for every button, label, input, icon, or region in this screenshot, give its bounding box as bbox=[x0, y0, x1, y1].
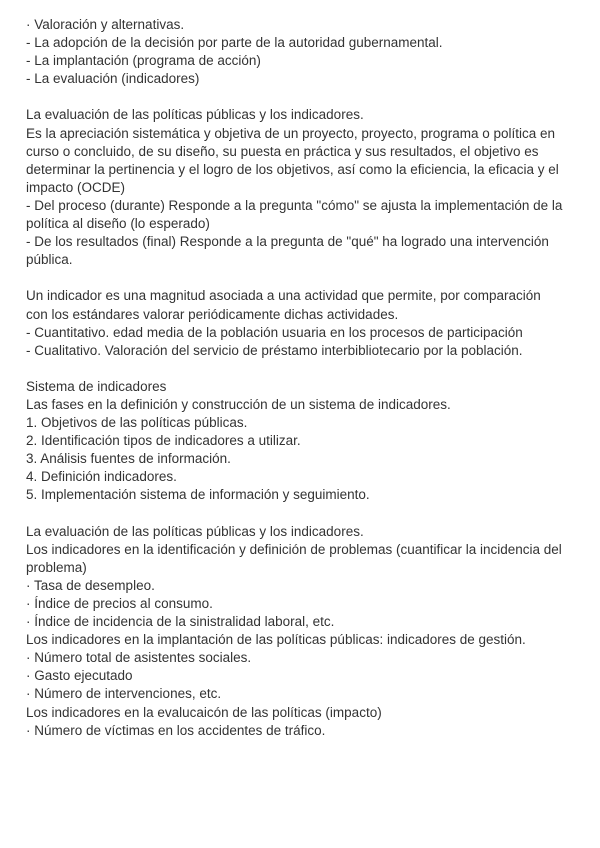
indicator-qualitative: - Cualitativo. Valoración del servicio de préstamo interbibliotecario por la población. bbox=[26, 342, 523, 358]
list-item: · Tasa de desempleo. bbox=[26, 577, 155, 593]
section-heading-sistema: Sistema de indicadores bbox=[26, 378, 167, 394]
evaluation-process: - Del proceso (durante) Responde a la pregunta "cómo" se ajusta la implementación de la política al diseño (lo esperado) bbox=[26, 197, 563, 232]
sistema-step: 2. Identificación tipos de indicadores a utilizar. bbox=[26, 433, 301, 449]
list-item: · Índice de incidencia de la sinistralidad laboral, etc. bbox=[26, 614, 335, 630]
phase-evaluacion: - La evaluación (indicadores) bbox=[26, 71, 200, 87]
implementation-intro: Los indicadores en la implantación de las políticas públicas: indicadores de gestión. bbox=[26, 632, 526, 648]
list-item: · Índice de precios al consumo. bbox=[26, 596, 213, 611]
list-item: · Número de víctimas en los accidentes de tráfico. bbox=[26, 722, 326, 738]
list-item: · Gasto ejecutado bbox=[26, 668, 133, 684]
phase-adopcion: - La adopción de la decisión por parte de la autoridad gubernamental. bbox=[26, 35, 443, 51]
indicator-definition: Un indicador es una magnitud asociada a una actividad que permite, por comparación con los estándares valorar periódicamente dichas actividades. bbox=[26, 288, 541, 322]
sistema-step: 1. Objetivos de las políticas públicas. bbox=[26, 415, 248, 431]
section-heading-evaluacion-2: La evaluación de las políticas públicas y los indicadores. bbox=[26, 523, 364, 539]
document-page bbox=[26, 16, 566, 740]
phase-valoracion: · Valoración y alternativas. bbox=[26, 17, 185, 32]
sistema-step: 5. Implementación sistema de información y seguimiento. bbox=[26, 487, 370, 503]
sistema-step: 4. Definición indicadores. bbox=[26, 469, 177, 485]
phase-implantacion: - La implantación (programa de acción) bbox=[26, 53, 261, 69]
evaluation-results: - De los resultados (final) Responde a la pregunta de "qué" ha logrado una intervención pública. bbox=[26, 234, 549, 268]
spacer bbox=[26, 360, 566, 378]
indicator-quantitative: - Cuantitativo. edad media de la población usuaria en los procesos de participación bbox=[26, 324, 523, 340]
problems-intro: Los indicadores en la identificación y definición de problemas (cuantificar la incidencia del problema) bbox=[26, 541, 562, 575]
list-item: · Número total de asistentes sociales. bbox=[26, 650, 252, 666]
evaluation-definition: Es la apreciación sistemática y objetiva de un proyecto, proyecto, programa o política en curso o concluido, de su diseño, su puesta en práctica y sus resultados, el objetivo es determinar la pertinencia y el logro de los objetivos, así como la eficiencia, la eficacia y el impacto (OCDE) bbox=[26, 125, 559, 195]
spacer bbox=[26, 269, 566, 287]
spacer bbox=[26, 88, 566, 106]
sistema-intro: Las fases en la definición y construcción de un sistema de indicadores. bbox=[26, 396, 451, 412]
spacer bbox=[26, 505, 566, 523]
section-heading-evaluacion: La evaluación de las políticas públicas y los indicadores. bbox=[26, 107, 364, 123]
list-item: · Número de intervenciones, etc. bbox=[26, 686, 222, 702]
sistema-step: 3. Análisis fuentes de información. bbox=[26, 451, 231, 467]
evaluation-intro: Los indicadores en la evalucaicón de las políticas (impacto) bbox=[26, 704, 382, 720]
